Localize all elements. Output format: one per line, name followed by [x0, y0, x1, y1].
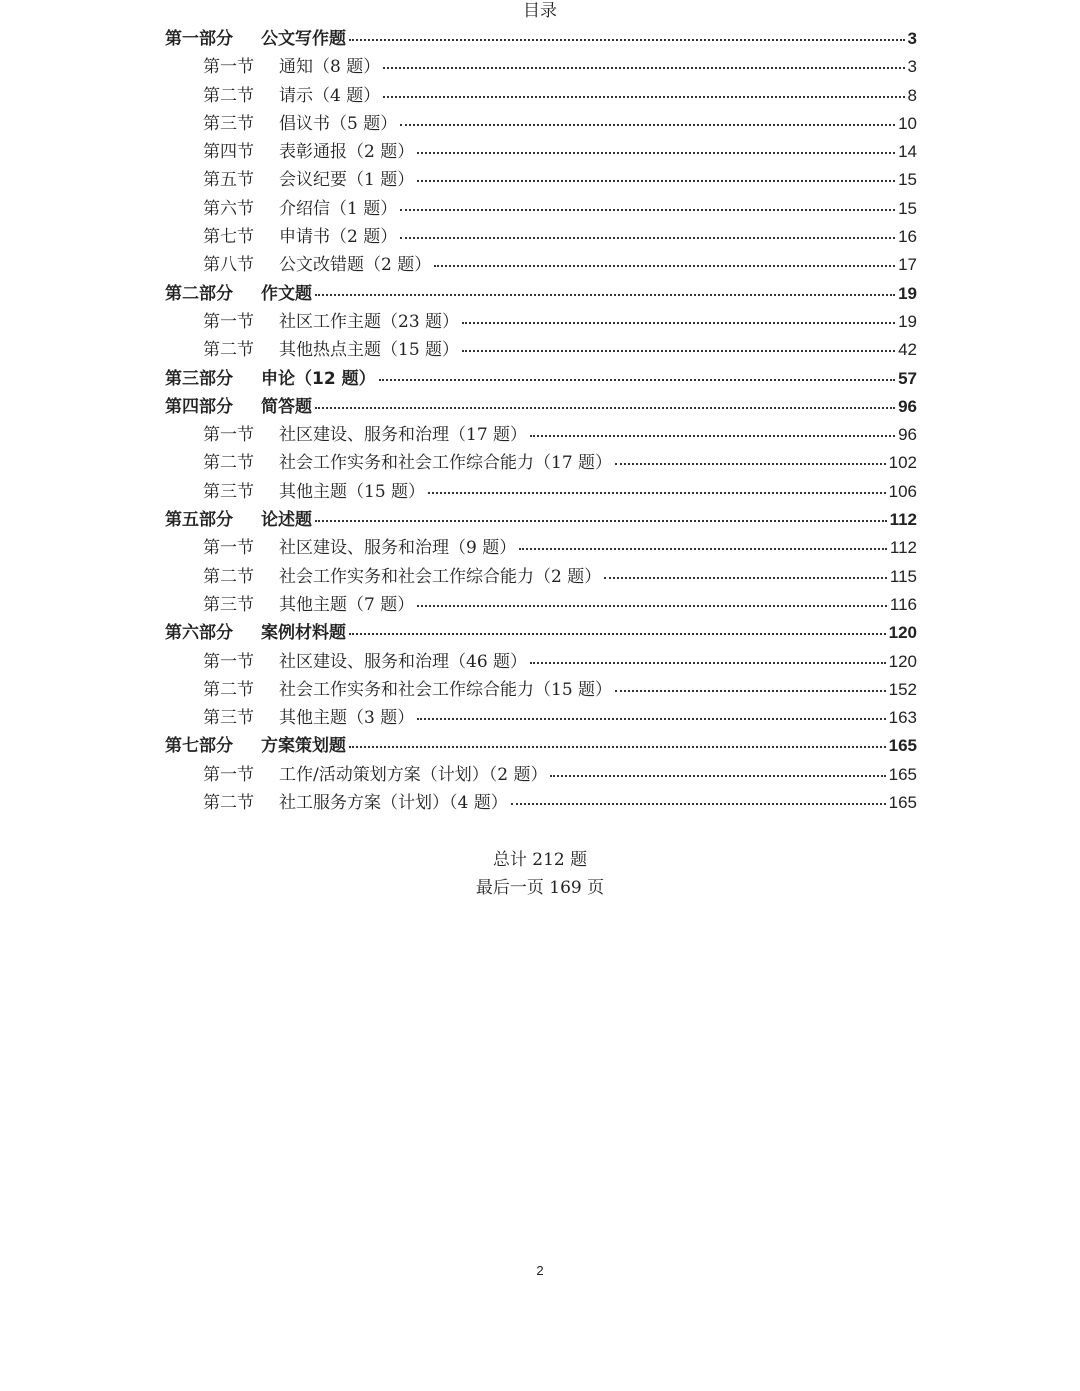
entry-number: 第三部分 [165, 368, 233, 389]
entry-page: 8 [907, 85, 917, 105]
entry-page: 3 [907, 29, 917, 48]
entry-number: 第一部分 [165, 29, 233, 49]
entry-page: 116 [889, 594, 917, 614]
dot-leader [349, 39, 905, 41]
entry-title: 作文题 [261, 283, 312, 304]
dot-leader [383, 67, 904, 69]
entry-title: 社会工作实务和社会工作综合能力（17 题） [279, 453, 613, 474]
dot-leader [417, 605, 887, 607]
toc-entry-section[interactable] [165, 675, 917, 703]
entry-page: 112 [889, 538, 917, 558]
entry-number: 第二节 [203, 566, 254, 587]
entry-title: 公文写作题 [261, 29, 346, 49]
entry-number: 第二节 [203, 453, 254, 474]
entry-page: 15 [898, 198, 917, 218]
summary [0, 846, 1080, 902]
toc-entry-part[interactable] [165, 731, 917, 759]
entry-number: 第一节 [203, 425, 254, 446]
entry-page: 165 [888, 793, 917, 813]
dot-leader [400, 237, 895, 239]
entry-page: 163 [888, 708, 917, 728]
entry-title: 社区建设、服务和治理（17 题） [279, 425, 528, 446]
entry-number: 第一节 [203, 538, 254, 559]
entry-title: 申论（12 题） [261, 368, 376, 389]
entry-title: 方案策划题 [261, 736, 346, 757]
entry-page: 120 [888, 651, 917, 671]
dot-leader [349, 746, 886, 748]
toc-entry-section[interactable] [165, 788, 917, 816]
total-questions: 总计 212 题 [492, 850, 588, 870]
dot-leader [519, 548, 887, 550]
entry-title: 申请书（2 题） [279, 227, 398, 248]
entry-page: 19 [898, 283, 917, 303]
dot-leader [434, 265, 895, 267]
entry-number: 第五部分 [165, 510, 233, 531]
toc-entry-section[interactable] [165, 81, 917, 109]
entry-number: 第二节 [203, 793, 254, 814]
entry-title: 简答题 [261, 396, 312, 417]
toc-entry-section[interactable] [165, 703, 917, 731]
entry-title: 其他主题（7 题） [279, 594, 415, 615]
entry-title: 其他主题（15 题） [279, 481, 426, 502]
toc-entry-part[interactable] [165, 364, 917, 392]
dot-leader [462, 350, 895, 352]
toc-entry-section[interactable] [165, 109, 917, 137]
entry-number: 第七部分 [165, 736, 233, 757]
dot-leader [417, 180, 895, 182]
entry-title: 论述题 [261, 510, 312, 531]
entry-page: 96 [898, 425, 917, 445]
toc-entry-section[interactable] [165, 137, 917, 165]
entry-page: 42 [898, 340, 917, 360]
entry-page: 120 [888, 623, 917, 643]
entry-number: 第二部分 [165, 283, 233, 304]
entry-title: 请示（4 题） [279, 85, 381, 106]
dot-leader [550, 775, 885, 777]
entry-title: 倡议书（5 题） [279, 113, 398, 134]
entry-page: 106 [888, 481, 917, 501]
entry-number: 第四节 [203, 142, 254, 163]
dot-leader [615, 463, 886, 465]
dot-leader [379, 379, 896, 381]
entry-number: 第四部分 [165, 396, 233, 417]
entry-title: 社区建设、服务和治理（46 题） [279, 651, 528, 672]
entry-title: 通知（8 题） [279, 57, 381, 78]
entry-title: 社会工作实务和社会工作综合能力（2 题） [279, 566, 602, 587]
dot-leader [615, 690, 886, 692]
entry-page: 10 [898, 113, 917, 133]
entry-title: 社区建设、服务和治理（9 题） [279, 538, 517, 559]
entry-number: 第二节 [203, 85, 254, 106]
dot-leader [530, 662, 886, 664]
entry-number: 第七节 [203, 227, 254, 248]
entry-page: 3 [907, 57, 917, 77]
dot-leader [400, 124, 895, 126]
entry-page: 165 [888, 736, 917, 756]
entry-page: 17 [898, 255, 917, 275]
dot-leader [462, 322, 895, 324]
toc-entry-section[interactable] [165, 477, 917, 505]
dot-leader [428, 492, 886, 494]
toc-entry-part[interactable] [165, 392, 917, 420]
entry-number: 第一节 [203, 311, 254, 332]
entry-title: 表彰通报（2 题） [279, 142, 415, 163]
entry-page: 16 [898, 227, 917, 247]
toc-entry-section[interactable] [165, 647, 917, 675]
entry-title: 社工服务方案（计划）（4 题） [279, 793, 508, 814]
entry-page: 102 [888, 453, 917, 473]
entry-page: 112 [889, 510, 917, 530]
dot-leader [400, 209, 895, 211]
toc-entry-section[interactable] [165, 52, 917, 80]
entry-number: 第六部分 [165, 623, 233, 644]
entry-title: 其他主题（3 题） [279, 708, 415, 729]
entry-page: 96 [898, 396, 917, 416]
dot-leader [383, 96, 904, 98]
last-page: 最后一页 169 页 [475, 878, 605, 898]
entry-title: 其他热点主题（15 题） [279, 340, 460, 361]
toc-entry-section[interactable] [165, 165, 917, 193]
entry-title: 介绍信（1 题） [279, 198, 398, 219]
entry-number: 第八节 [203, 255, 254, 276]
toc-entry-part[interactable] [165, 279, 917, 307]
entry-title: 公文改错题（2 题） [279, 255, 432, 276]
entry-title: 社区工作主题（23 题） [279, 311, 460, 332]
toc-entry-section[interactable] [165, 250, 917, 278]
dot-leader [315, 294, 895, 296]
toc-entry-section[interactable] [165, 760, 917, 788]
dot-leader [511, 803, 886, 805]
entry-number: 第二节 [203, 679, 254, 700]
toc-entry-section[interactable] [165, 420, 917, 448]
dot-leader [604, 577, 887, 579]
entry-number: 第二节 [203, 340, 254, 361]
toc-entry-section[interactable] [165, 448, 917, 476]
toc-entry-section[interactable] [165, 307, 917, 335]
entry-number: 第六节 [203, 198, 254, 219]
page-number: 2 [536, 1263, 544, 1278]
entry-page: 165 [888, 764, 917, 784]
entry-number: 第五节 [203, 170, 254, 191]
toc-entry-part[interactable] [165, 24, 917, 52]
dot-leader [315, 520, 887, 522]
toc-entry-section[interactable] [165, 533, 917, 561]
entry-page: 19 [898, 311, 917, 331]
dot-leader [530, 435, 895, 437]
entry-title: 会议纪要（1 题） [279, 170, 415, 191]
entry-page: 15 [898, 170, 917, 190]
entry-title: 工作/活动策划方案（计划）（2 题） [279, 764, 548, 785]
toc-entry-part[interactable] [165, 505, 917, 533]
entry-number: 第三节 [203, 594, 254, 615]
entry-number: 第一节 [203, 651, 254, 672]
toc-entry-section[interactable] [165, 335, 917, 363]
entry-number: 第一节 [203, 764, 254, 785]
entry-number: 第三节 [203, 481, 254, 502]
toc-entry-section[interactable] [165, 222, 917, 250]
table-of-contents [165, 24, 917, 816]
entry-page: 14 [898, 142, 917, 162]
entry-number: 第三节 [203, 113, 254, 134]
toc-title: 目录 [523, 1, 557, 21]
entry-page: 57 [898, 368, 917, 388]
toc-entry-section[interactable] [165, 562, 917, 590]
toc-entry-section[interactable] [165, 590, 917, 618]
entry-title: 案例材料题 [261, 623, 346, 644]
entry-page: 115 [889, 566, 917, 586]
entry-number: 第一节 [203, 57, 254, 78]
dot-leader [417, 718, 885, 720]
toc-entry-part[interactable] [165, 618, 917, 646]
dot-leader [349, 633, 886, 635]
dot-leader [315, 407, 895, 409]
entry-page: 152 [888, 679, 917, 699]
entry-number: 第三节 [203, 708, 254, 729]
dot-leader [417, 152, 895, 154]
toc-entry-section[interactable] [165, 194, 917, 222]
entry-title: 社会工作实务和社会工作综合能力（15 题） [279, 679, 613, 700]
